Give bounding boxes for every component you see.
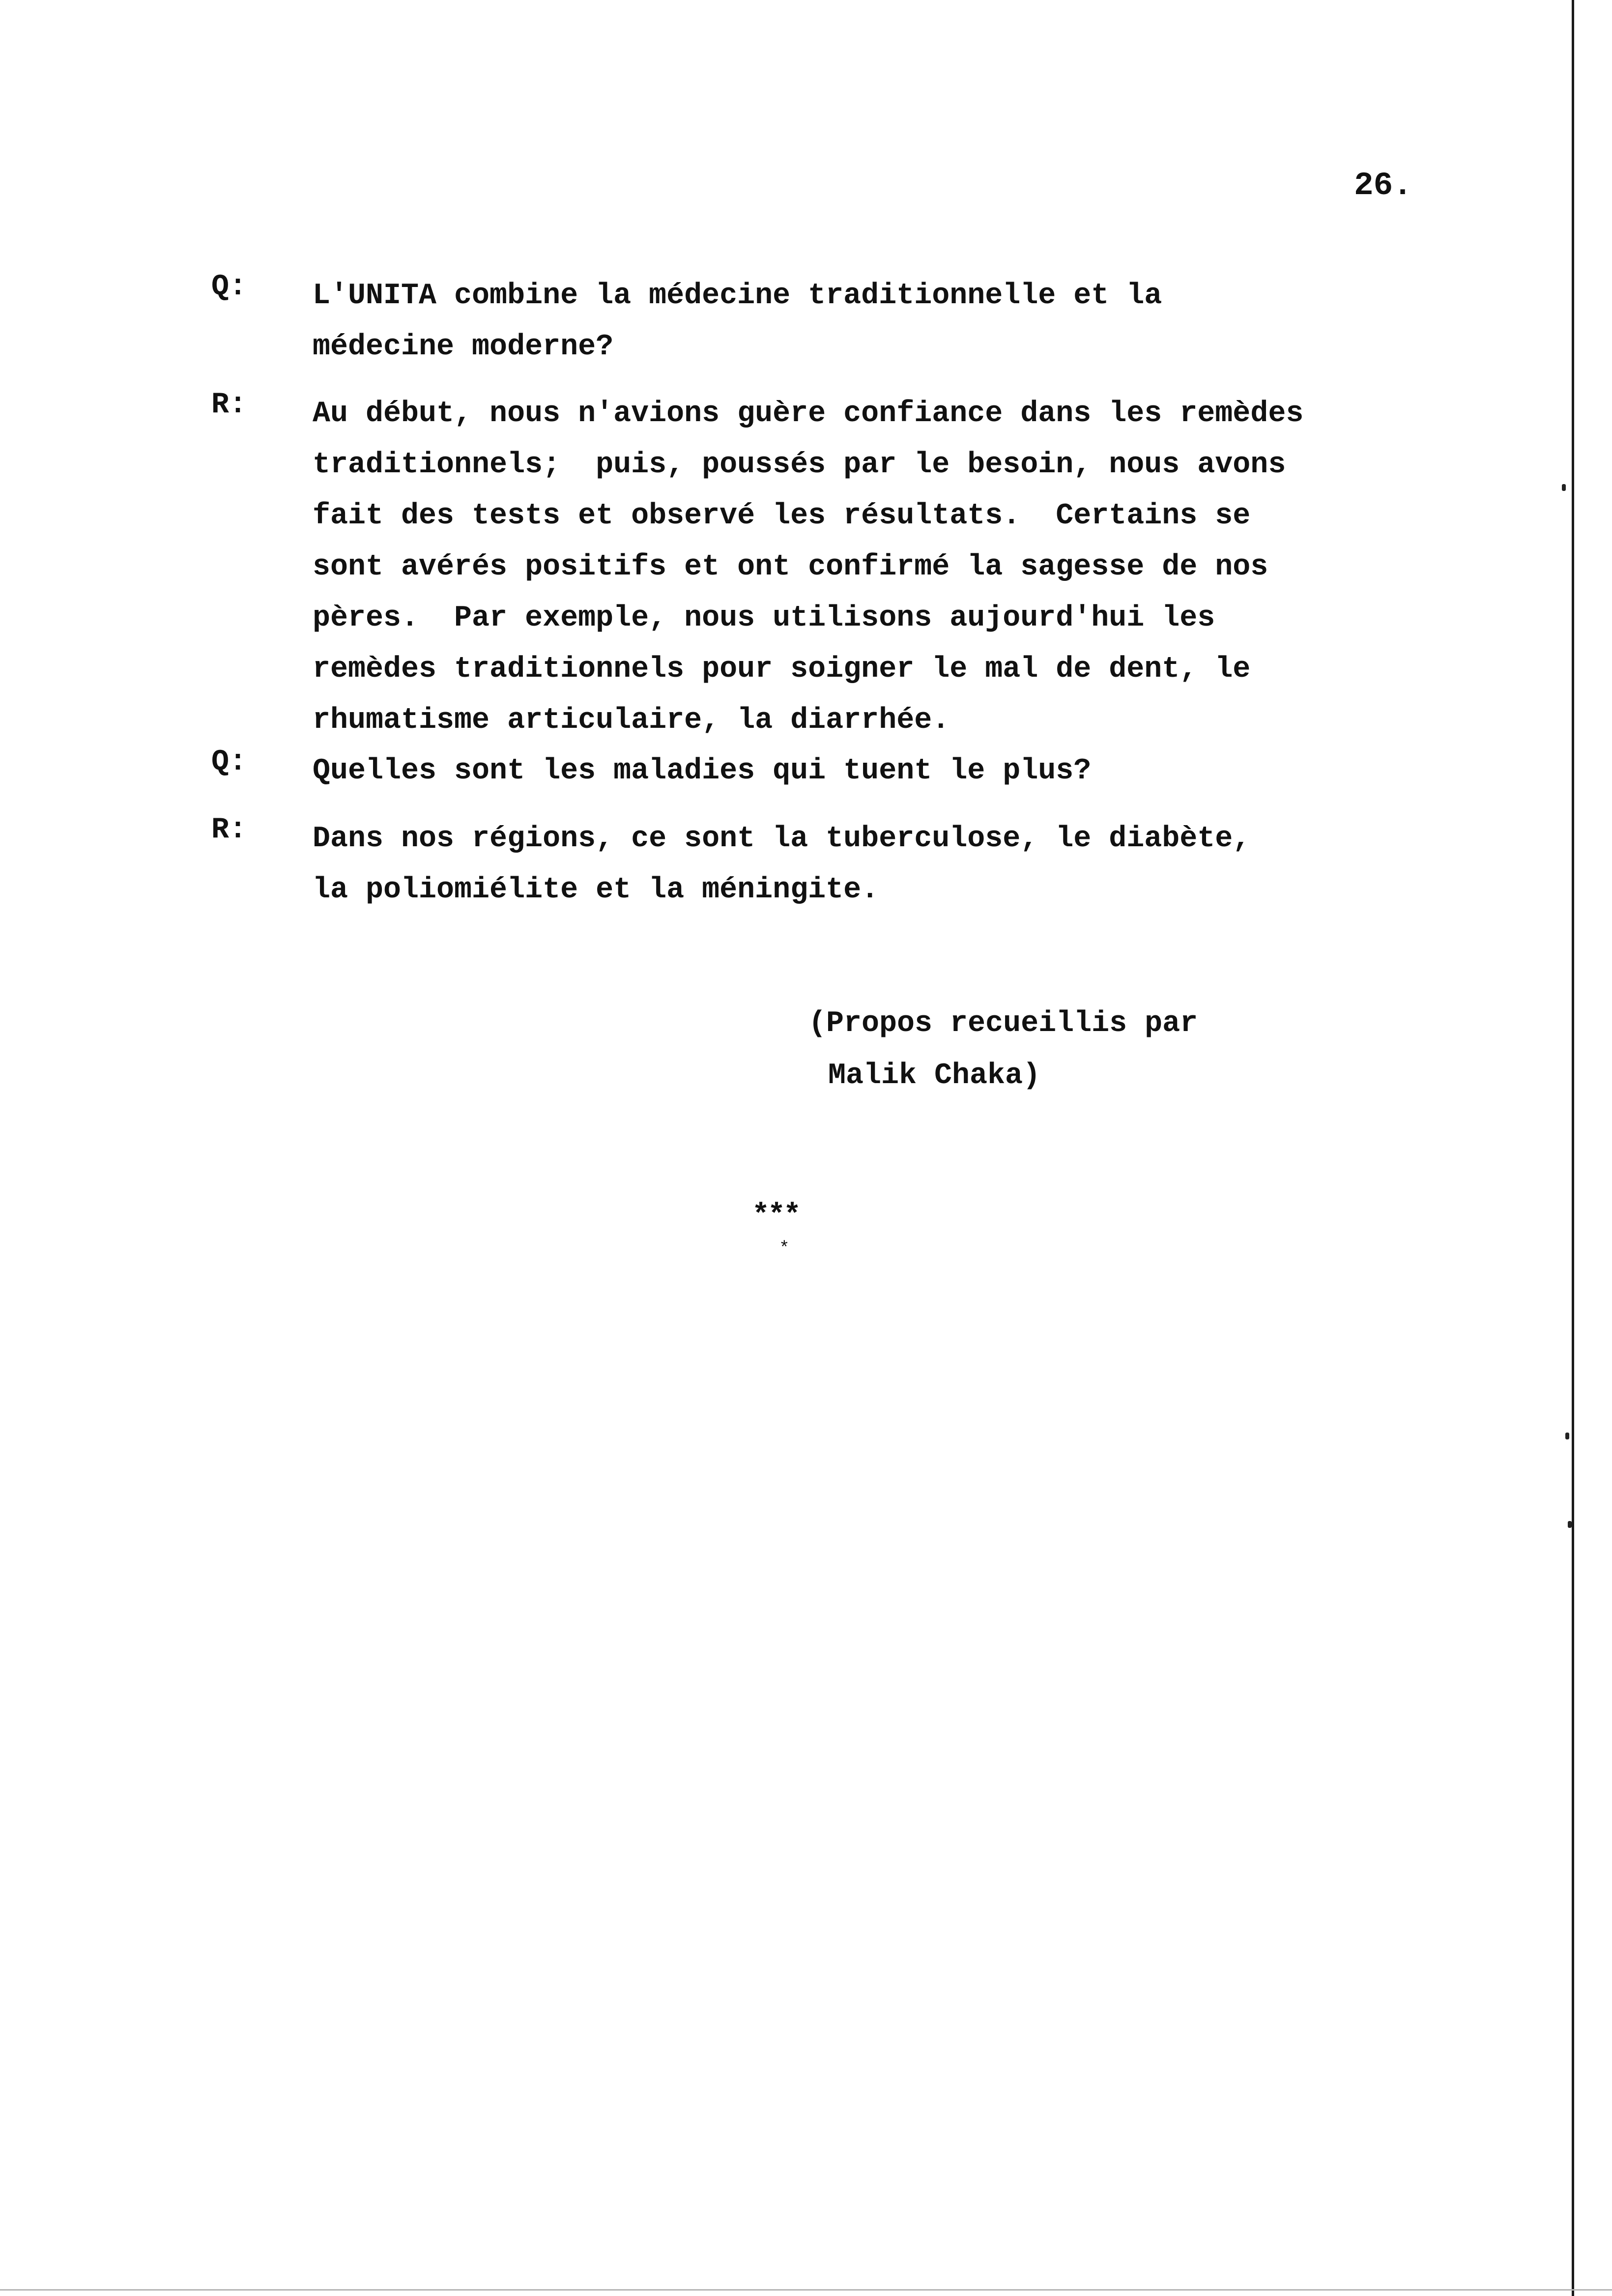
- text-line: rhumatisme articulaire, la diarrhée.: [313, 704, 950, 737]
- text-line: fait des tests et observé les résultats. Certains se: [313, 499, 1251, 533]
- attribution-line-2: Malik Chaka): [828, 1059, 1041, 1092]
- text-line: Dans nos régions, ce sont la tuberculose, le diabète,: [313, 822, 1251, 856]
- answer-text: [313, 388, 1492, 746]
- text-line: sont avérés positifs et ont confirmé la sagesse de nos: [313, 550, 1268, 584]
- scan-speck: [1562, 484, 1566, 491]
- text-line: traditionnels; puis, poussés par le besoin, nous avons: [313, 448, 1286, 482]
- bottom-page-edge: [0, 2289, 1612, 2291]
- question-marker: Q:: [211, 746, 247, 779]
- text-line: Au début, nous n'avions guère confiance dans les remèdes: [313, 397, 1304, 430]
- text-line: L'UNITA combine la médecine traditionnelle et la: [313, 279, 1162, 313]
- separator-dot: *: [779, 1238, 790, 1259]
- answer-marker: R:: [211, 388, 247, 422]
- attribution-line-1: (Propos recueillis par: [808, 1007, 1198, 1040]
- page-number: 26.: [1354, 167, 1412, 204]
- answer-marker: R:: [211, 813, 247, 847]
- scan-speck: [1565, 1433, 1569, 1439]
- attribution: [808, 998, 1398, 1102]
- text-line: Quelles sont les maladies qui tuent le plus?: [313, 754, 1092, 788]
- text-line: la poliomiélite et la méningite.: [313, 873, 879, 907]
- question-text: [313, 270, 1492, 373]
- text-line: pères. Par exemple, nous utilisons aujourd'hui les: [313, 602, 1215, 635]
- text-line: remèdes traditionnels pour soigner le mal de dent, le: [313, 653, 1251, 686]
- question-text: [313, 746, 1492, 797]
- text-line: médecine moderne?: [313, 330, 614, 364]
- scan-speck: [1568, 1521, 1572, 1528]
- answer-text: [313, 813, 1492, 916]
- section-separator: ***: [752, 1199, 800, 1233]
- question-marker: Q:: [211, 270, 247, 304]
- right-margin-line: [1572, 0, 1574, 2296]
